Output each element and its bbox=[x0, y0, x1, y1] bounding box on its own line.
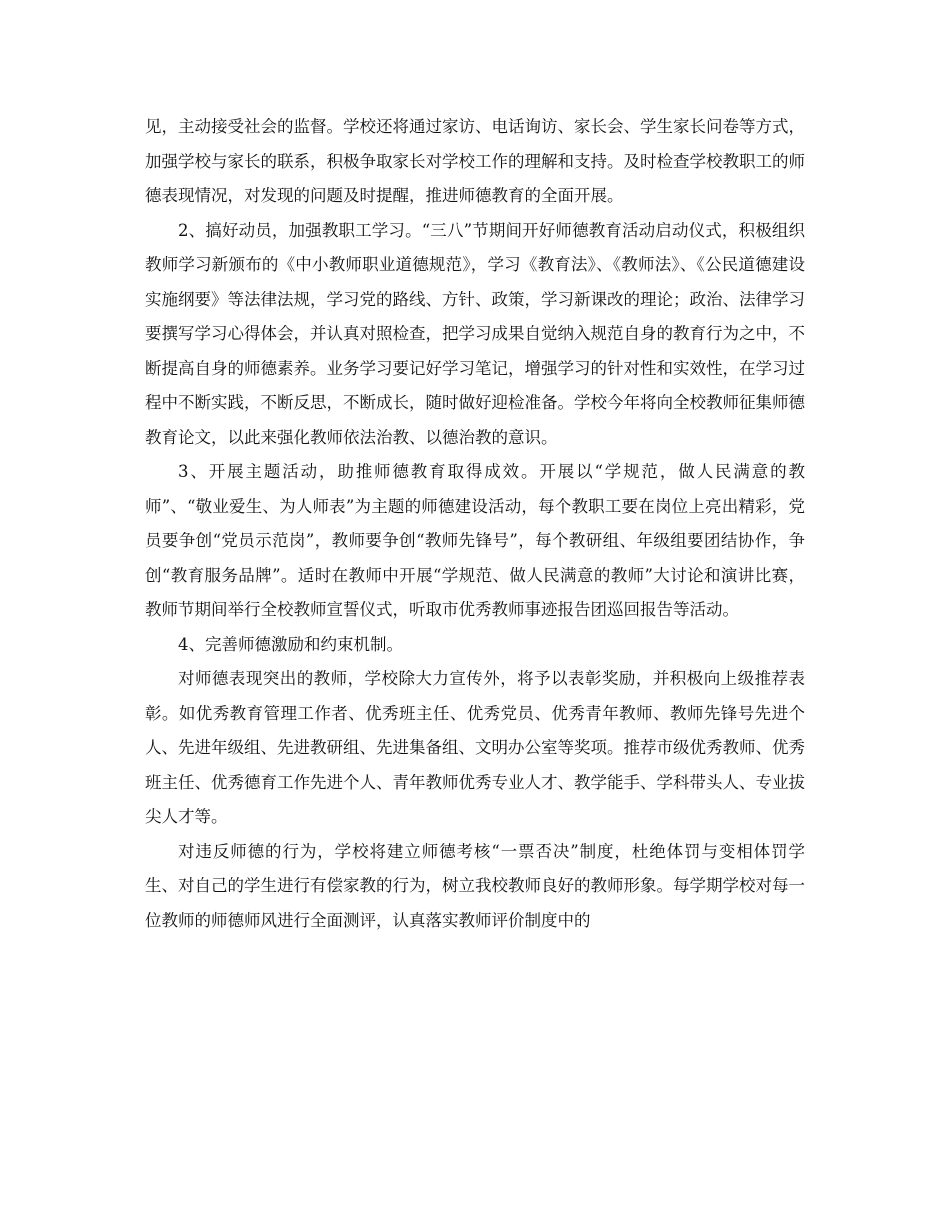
paragraph-theme-activities: 3、开展主题活动，助推师德教育取得成效。开展以“学规范，做人民满意的教师”、“敬业爱生、为人师表”为主题的师德建设活动，每个教职工要在岗位上亮出精彩，党员要争创“党员示范岗”，教师要争创“教师先锋号”，每个教研组、年级组要团结协作，争创“教育服务品牌”。适时在教师中开展“学规范、做人民满意的教师”大讨论和演讲比赛，教师节期间举行全校教师宣誓仪式，听取市优秀教师事迹报告团巡回报告等活动。 bbox=[145, 462, 805, 619]
paragraph-commendation: 对师德表现突出的教师，学校除大力宣传外，将予以表彰奖励，并积极向上级推荐表彰。如优秀教育管理工作者、优秀班主任、优秀党员、优秀青年教师、教师先锋号先进个人、先进年级组、先进教研组、先进集备组、文明办公室等奖项。推荐市级优秀教师、优秀班主任、优秀德育工作先进个人、青年教师优秀专业人才、教学能手、学科带头人、专业拔尖人才等。 bbox=[145, 669, 805, 826]
paragraph-incentive-heading: 4、完善师德激励和约束机制。 bbox=[178, 634, 403, 654]
document-body bbox=[145, 110, 805, 938]
paragraph-violation-policy: 对违反师德的行为，学校将建立师德考核“一票否决”制度，杜绝体罚与变相体罚学生、对自己的学生进行有偿家教的行为，树立我校教师良好的教师形象。每学期学校对每一位教师的师德师风进行全面测评，认真落实教师评价制度中的 bbox=[145, 841, 805, 930]
paragraph-staff-study: 2、搞好动员，加强教职工学习。“三八”节期间开好师德教育活动启动仪式，积极组织教师学习新颁布的《中小教师职业道德规范》，学习《教育法》、《教师法》、《公民道德建设实施纲要》等法律法规，学习党的路线、方针、政策，学习新课改的理论；政治、法律学习要撰写学习心得体会，并认真对照检查，把学习成果自觉纳入规范自身的教育行为之中，不断提高自身的师德素养。业务学习要记好学习笔记，增强学习的针对性和实效性，在学习过程中不断实践，不断反思，不断成长，随时做好迎检准备。学校今年将向全校教师征集师德教育论文，以此来强化教师依法治教、以德治教的意识。 bbox=[145, 220, 805, 447]
paragraph-continuation: 见，主动接受社会的监督。学校还将通过家访、电话询访、家长会、学生家长问卷等方式，加强学校与家长的联系，积极争取家长对学校工作的理解和支持。及时检查学校教职工的师德表现情况，对发现的问题及时提醒，推进师德教育的全面开展。 bbox=[145, 117, 805, 205]
